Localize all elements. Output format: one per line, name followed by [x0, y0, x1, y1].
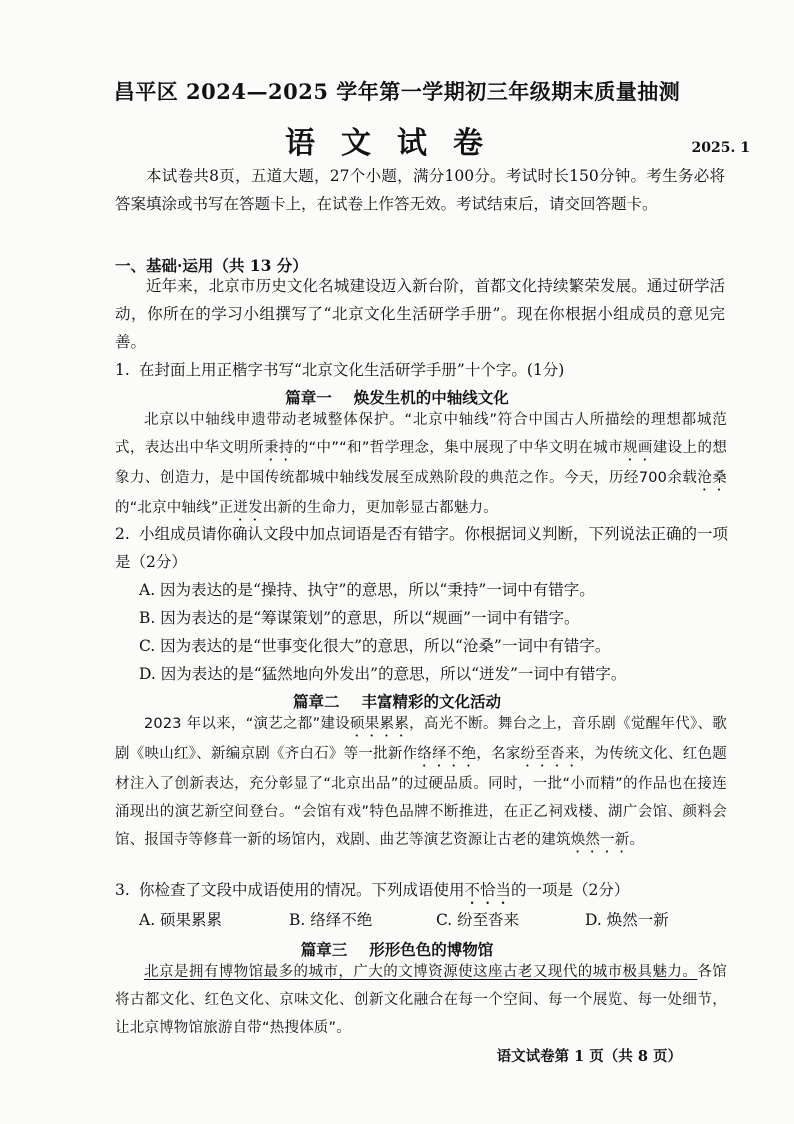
- question-2: [115, 520, 730, 576]
- passage-text: 。: [629, 832, 645, 848]
- q3-option-a: A. 硕果累累: [139, 911, 223, 929]
- underlined-sentence: 北京是拥有博物馆最多的城市，广大的文博资源使这座古老又现代的城市极具魅力。: [144, 964, 698, 980]
- q2-option-a: A. 因为表达的是“操持、执守”的意思，所以“秉持”一词中有错字。: [139, 581, 595, 599]
- q2-option-d: D. 因为表达的是“猛然地向外发出”的意思，所以“迸发”一词中有错字。: [139, 665, 627, 683]
- passage-text: 的“北京中轴线”正: [115, 500, 234, 516]
- passage-text: 2023 年以来，“演艺之都”建设: [144, 716, 350, 732]
- exam-title: 昌平区 2024—2025 学年第一学期初三年级期末质量抽测: [113, 79, 681, 104]
- q3-option-b: B. 络绎不绝: [289, 911, 373, 929]
- dotted-idiom: 硕果累累: [350, 716, 410, 732]
- passage-text: 的“中”“和”哲学理念，集中展现了中华文明在城市: [293, 440, 623, 456]
- question-3: [115, 876, 730, 908]
- passage-text: ，高光不断。舞台之上，音乐剧《觉醒年代》、歌剧《映山红》、新编京剧《齐白石》等一批新作: [115, 716, 727, 762]
- chapter-3-passage: [115, 958, 727, 1042]
- dotted-idiom: 纷至沓来: [520, 746, 580, 762]
- q2-option-c: C. 因为表达的是“世事变化很大”的意思，所以“沧桑”一词中有错字。: [139, 637, 611, 655]
- question-text: 你检查了文段中成语使用的情况。下列成语使用: [139, 881, 465, 899]
- passage-text: 出新的生命力，更加彰显古都魅力。: [262, 500, 498, 516]
- chapter-label: 篇章三: [300, 940, 348, 959]
- passage-text: ，名家: [476, 746, 521, 762]
- question-number: 1.: [115, 361, 130, 379]
- q3-options: [139, 908, 739, 930]
- q3-option-c: C. 纷至沓来: [436, 911, 520, 929]
- question-text: 在封面上用正楷字书写“北京文化生活研学手册”十个字。(1分): [139, 361, 565, 379]
- passage-text: ，为传统文化、红色题材注入了创新表达，充分彰显了“北京出品”的过硬品质。同时，一批“小而精”的作品也在接连涌现出的演艺新空间登台。“会馆有戏”特色品牌不断推进，在正乙祠戏楼、湖广会馆、颜料会馆、报国寺等修葺一新的场馆内，戏剧、曲艺等演艺资源让古老的建筑: [115, 746, 727, 848]
- instructions: 本试卷共8页，五道大题，27个小题，满分100分。考试时长150分钟。考生务必将答案填涂或书写在答题卡上，在试卷上作答无效。考试结束后，请交回答题卡。: [115, 167, 725, 213]
- dotted-word: 沧桑: [697, 470, 727, 486]
- dotted-word: 规画: [622, 440, 653, 456]
- chapter-title: 形形色色的博物馆: [369, 940, 494, 959]
- question-number: 3.: [115, 881, 130, 899]
- dotted-word: 秉持: [263, 440, 294, 456]
- q3-option-d: D. 焕然一新: [585, 911, 669, 929]
- chapter-title: 丰富精彩的文化活动: [361, 692, 502, 711]
- chapter-1-passage: [115, 406, 727, 524]
- chapter-title: 焕发生机的中轴线文化: [353, 388, 509, 407]
- dotted-word: 迸发: [233, 500, 263, 516]
- page-footer: 语文试卷第 1 页（共 8 页）: [496, 1048, 682, 1065]
- question-1: [115, 356, 730, 384]
- chapter-2-passage: [115, 710, 727, 856]
- section-intro: 近年来，北京市历史文化名城建设迈入新台阶，首都文化持续繁荣发展。通过研学活动，你所在的学习小组撰写了“北京文化生活研学手册”。现在你根据小组成员的意见完善。: [115, 277, 725, 351]
- question-number: 2.: [115, 525, 130, 543]
- dotted-idiom: 焕然一新: [570, 832, 630, 848]
- passage-text: 各馆将古都文化、红色文化、京味文化、创新文化融合在每一个空间、每一个展览、每一处细节，让北京博物馆旅游自带“热搜体质”。: [115, 964, 727, 1036]
- dotted-idiom: 络绎不绝: [417, 746, 477, 762]
- question-text: 小组成员请你确认文段中加点词语是否有错字。你根据词义判断，下列说法正确的一项是（2分）: [115, 525, 729, 571]
- exam-date: 2025. 1: [691, 140, 750, 156]
- subject-title: 语文试卷: [285, 126, 509, 161]
- chapter-label: 篇章一: [285, 388, 332, 407]
- section-heading: 一、基础·运用（共 13 分）: [115, 256, 308, 275]
- chapter-1-heading: [0, 386, 794, 408]
- dotted-word: 不恰当: [464, 881, 512, 899]
- question-text: 的一项是（2分）: [511, 881, 630, 899]
- passage-text: 建设上的想象力、创造力，是中国传统都城中轴线发展至成熟阶段的典范之作。今天，历经700余载: [115, 440, 728, 486]
- chapter-3-heading: [0, 938, 794, 960]
- chapter-2-heading: [0, 690, 794, 712]
- chapter-label: 篇章二: [292, 692, 340, 711]
- passage-text: 北京以中轴线申遗带动老城整体保护。“北京中轴线”符合中国古人所描绘的理想都城范式，表达出中华文明所: [115, 412, 727, 456]
- q2-option-b: B. 因为表达的是“筹谋策划”的意思，所以“规画”一词中有错字。: [139, 609, 580, 627]
